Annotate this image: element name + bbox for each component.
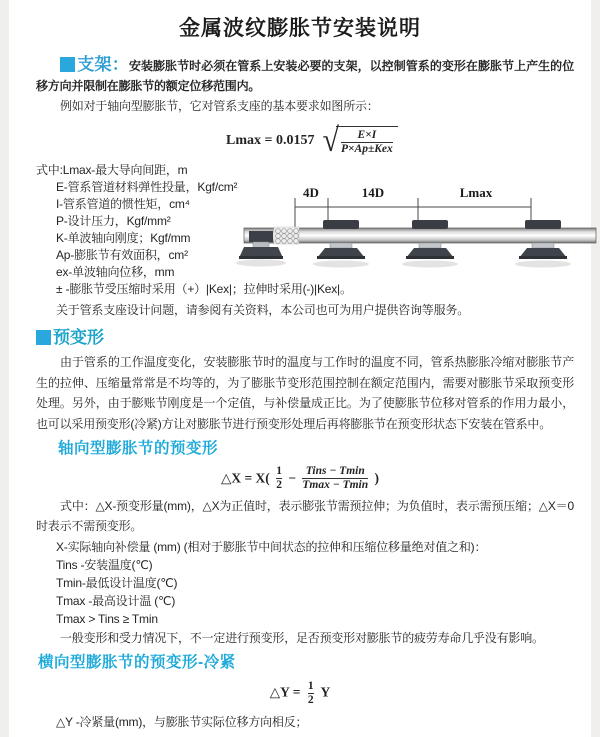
fraction-denominator: 2 xyxy=(276,479,282,491)
predeform-section-label: 预变形 xyxy=(53,328,104,347)
axial-formula-lhs: △X = X( xyxy=(220,470,270,486)
variable-line: Tmax > Tins ≥ Tmin xyxy=(56,612,158,626)
diagram-graphic xyxy=(236,186,598,272)
variable-line: X-实际轴向补偿量 (mm) (相对于膨胀节中间状态的拉伸和压缩位移量绝对值之和)： xyxy=(56,540,487,554)
variable-line: Tmax -最高设计温 (℃) xyxy=(56,594,176,608)
variable-line: 式中:Lmax-最大导向间距，m xyxy=(36,163,188,177)
pipe-support xyxy=(313,220,369,268)
page-right-edge xyxy=(591,0,600,737)
support-intro-text: 安装膨胀节时必须在管系上安装必要的支架，以控制管系的变形在膨胀节上产生的位移方向并限制在膨胀节的额定位移范围内。 xyxy=(36,59,575,93)
dimension-label-4d: 4D xyxy=(303,185,319,200)
fraction-numerator: 1 xyxy=(307,680,314,692)
variable-line: K-单波轴向刚度；Kgf/mm xyxy=(56,231,191,245)
variable-line: ± -膨胀节受压缩时采用（+）|Kex|；拉伸时采用(-)|Kex|。 xyxy=(56,282,352,296)
page-left-edge xyxy=(0,0,9,737)
square-root-symbol: √ xyxy=(322,121,339,159)
support-section-label: 支架： xyxy=(77,55,129,74)
pipe-support xyxy=(515,220,571,268)
predeform-section-heading xyxy=(36,328,600,349)
variable-line: Tins -安装温度(℃) xyxy=(56,558,153,572)
axial-variable-list xyxy=(56,538,600,628)
one-half-fraction xyxy=(308,680,314,707)
variable-line: P-设计压力，Kgf/mm² xyxy=(56,214,171,228)
fraction-denominator: Tmax − Tmin xyxy=(302,479,369,491)
variable-line: E-管系管道材料弹性投量，Kgf/cm² xyxy=(56,180,238,194)
lateral-predeform-formula xyxy=(0,680,600,707)
temperature-fraction xyxy=(302,465,368,492)
section-marker-square-icon xyxy=(36,330,51,345)
variable-line: Tmin-最低设计温度(℃) xyxy=(56,576,178,590)
section-marker-square-icon xyxy=(60,57,75,72)
lmax-formula-radicand xyxy=(336,126,398,156)
fraction-denominator: 2 xyxy=(307,694,314,706)
lateral-formula-lhs: △Y = xyxy=(269,684,301,700)
lmax-formula-lhs: Lmax = 0.0157 xyxy=(226,133,315,148)
bellows-icon xyxy=(274,227,299,244)
dimension-label-14d: 14D xyxy=(361,185,385,200)
lateral-subsection-heading: 横向型膨胀节的预变形-冷紧 xyxy=(38,654,236,671)
predeform-body-paragraph: 由于管系的工作温度变化，安装膨胀节时的温度与工作时的温度不同，管系热膨胀冷缩对膨胀节产生的拉伸、压缩量常常是不均等的，为了膨胀节变形范围控制在额定范围内，需要对膨胀节采取预变形处理。另外，由于膨账节刚度是一个定值，与补偿量成正比。为了使膨胀节位移对管系的作用力最小，也可以采用预变形(冷紧)方让对膨胀节进行预变形处理后再将膨胀节在预变形状态下安装在管系中。 xyxy=(36,355,574,431)
axial-subsection-heading: 轴向型膨胀节的预变形 xyxy=(58,440,219,457)
pipe-support xyxy=(402,220,458,268)
lateral-note-line: △Y -冷紧量(mm)，与膨胀节实际位移方向相反； xyxy=(56,715,308,729)
fraction-numerator: 1 xyxy=(276,465,282,477)
variable-line: Ap-膨胀节有效面积，cm² xyxy=(56,248,188,262)
support-requirements-diagram xyxy=(236,186,598,272)
variable-line: ex-单波轴向位移，mm xyxy=(56,265,175,279)
lmax-formula-numerator: E×I xyxy=(357,129,377,141)
variable-line: I-管系管道的惯性矩，cm⁴ xyxy=(56,197,190,211)
support-section-paragraph xyxy=(36,55,574,96)
support-note-line: 关于管系支座设计问题，请参阅有关资料，本公司也可为用户提供咨询等服务。 xyxy=(56,303,470,317)
fraction-numerator: Tins − Tmin xyxy=(305,465,365,477)
axial-predeform-formula xyxy=(0,465,600,492)
lmax-formula xyxy=(226,123,600,159)
lateral-formula-rhs: Y xyxy=(320,684,331,700)
page-title: 金属波纹膨胀节安装说明 xyxy=(179,17,421,40)
one-half-fraction xyxy=(276,465,282,492)
minus-operator: − xyxy=(288,470,297,486)
support-example-line: 例如对于轴向型膨胀节，它对管系支座的基本要求如图所示： xyxy=(60,99,379,113)
lmax-formula-denominator: P×Ap±Kex xyxy=(340,143,393,155)
axial-formula-explain: 式中：△X-预变形量(mm)，△X为正值时，表示膨张节需预拉伸；为负值时，表示需预压缩；△X＝0时表示不需预变形。 xyxy=(36,499,574,533)
axial-note-line: 一般变形和受力情况下，不一定进行预变形，足否预变形对膨胀节的疲劳寿命几乎没有影响。 xyxy=(60,631,544,645)
dimension-label-lmax: Lmax xyxy=(459,185,493,200)
axial-formula-rhs: ) xyxy=(374,470,380,486)
